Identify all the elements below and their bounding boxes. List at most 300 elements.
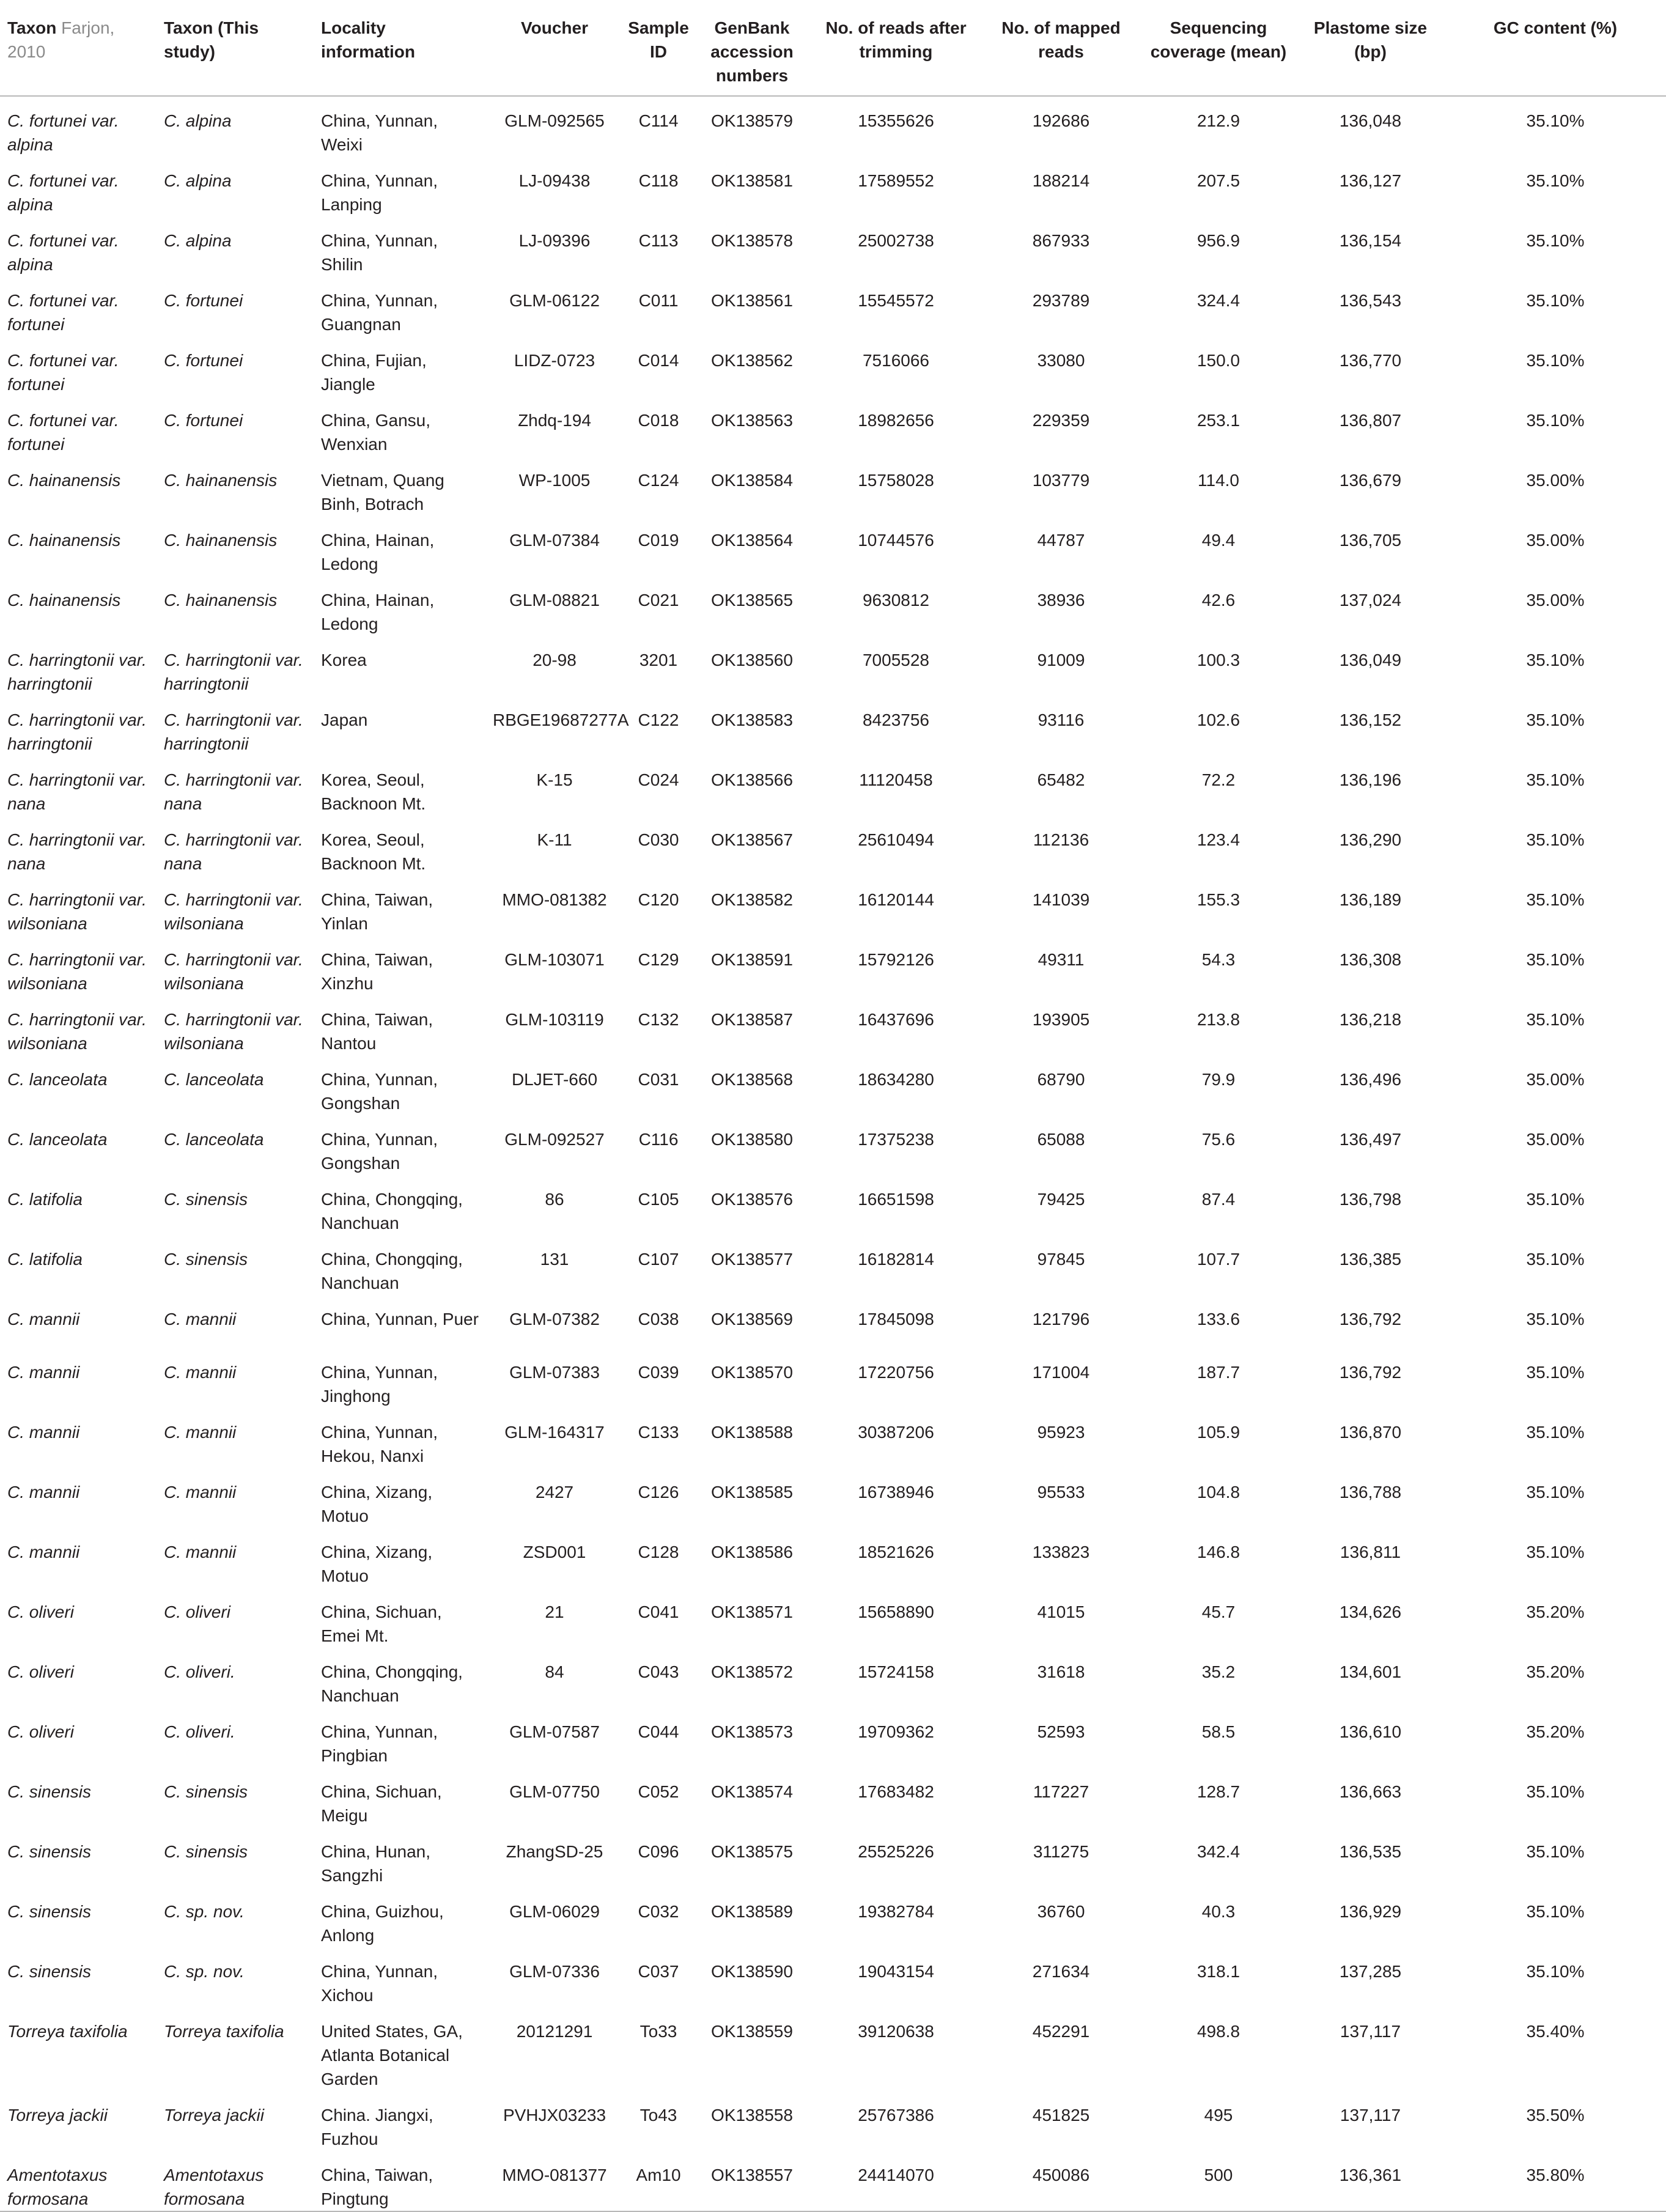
- table-row: [0, 1827, 1666, 1887]
- cell-genbank: OK138586: [711, 1543, 793, 1561]
- table-row: [0, 336, 1666, 396]
- cell-mapped-reads: 193905: [1032, 1010, 1090, 1029]
- table-row: [0, 516, 1666, 576]
- cell-genbank: OK138582: [711, 890, 793, 909]
- cell-voucher: MMO-081377: [502, 2166, 607, 2184]
- cell-reads-after-trimming: 25525226: [858, 1842, 934, 1861]
- cell-genbank: OK138558: [711, 2106, 793, 2125]
- cell-reads-after-trimming: 25767386: [858, 2106, 934, 2125]
- cell-plastome-size: 136,870: [1339, 1423, 1402, 1442]
- cell-taxon-this-study: Torreya jackii: [164, 2106, 264, 2125]
- cell-taxon-farjon: C. sinensis: [7, 1962, 91, 1981]
- cell-sample-id: C133: [638, 1423, 679, 1442]
- cell-locality: China, Fujian, Jiangle: [321, 351, 427, 394]
- table-row: [0, 756, 1666, 816]
- cell-taxon-this-study: C. harringtonii var. wilsoniana: [164, 950, 303, 993]
- cell-mapped-reads: 41015: [1037, 1602, 1085, 1621]
- cell-genbank: OK138557: [711, 2166, 793, 2184]
- cell-plastome-size: 137,117: [1340, 2022, 1401, 2041]
- cell-plastome-size: 136,152: [1339, 710, 1402, 729]
- cell-reads-after-trimming: 17375238: [858, 1130, 934, 1149]
- cell-reads-after-trimming: 7005528: [862, 651, 929, 669]
- cell-locality: China, Yunnan, Pingbian: [321, 1722, 438, 1765]
- cell-taxon-this-study: C. mannii: [164, 1363, 237, 1382]
- table-row: [0, 157, 1666, 216]
- cell-sequencing-coverage: 79.9: [1201, 1070, 1236, 1089]
- cell-plastome-size: 137,117: [1340, 2106, 1401, 2125]
- cell-reads-after-trimming: 18982656: [858, 411, 934, 430]
- cell-gc-content: 35.00%: [1526, 1070, 1585, 1089]
- cell-taxon-this-study: C. harringtonii var. wilsoniana: [164, 890, 303, 933]
- cell-mapped-reads: 65482: [1037, 770, 1085, 789]
- cell-voucher: 131: [540, 1250, 569, 1269]
- cell-plastome-size: 136,308: [1339, 950, 1402, 969]
- header-sample-id: Sample ID: [628, 18, 689, 61]
- cell-sequencing-coverage: 105.9: [1196, 1423, 1240, 1442]
- cell-plastome-size: 136,385: [1339, 1250, 1402, 1269]
- cell-voucher: 20121291: [516, 2022, 593, 2041]
- cell-gc-content: 35.10%: [1526, 171, 1585, 190]
- cell-sample-id: C044: [638, 1722, 679, 1741]
- cell-mapped-reads: 44787: [1037, 531, 1085, 550]
- cell-sequencing-coverage: 187.7: [1196, 1363, 1240, 1382]
- cell-gc-content: 35.10%: [1526, 1962, 1585, 1981]
- cell-sample-id: C096: [638, 1842, 679, 1861]
- table-row: [0, 1348, 1666, 1408]
- cell-genbank: OK138567: [711, 830, 793, 849]
- header-taxon-this-study: Taxon (This study): [164, 18, 259, 61]
- cell-reads-after-trimming: 15355626: [858, 111, 934, 130]
- cell-genbank: OK138587: [711, 1010, 793, 1029]
- cell-reads-after-trimming: 25002738: [858, 231, 934, 250]
- cell-taxon-this-study: C. sp. nov.: [164, 1902, 245, 1921]
- cell-mapped-reads: 97845: [1037, 1250, 1085, 1269]
- cell-sequencing-coverage: 104.8: [1196, 1483, 1240, 1502]
- cell-sample-id: C038: [638, 1310, 679, 1329]
- cell-reads-after-trimming: 9630812: [862, 591, 929, 610]
- cell-taxon-this-study: C. hainanensis: [164, 531, 278, 550]
- table-row: [0, 2007, 1666, 2091]
- cell-taxon-this-study: C. sinensis: [164, 1250, 248, 1269]
- cell-locality: Korea: [321, 651, 367, 669]
- cell-plastome-size: 136,770: [1339, 351, 1402, 370]
- cell-voucher: K-15: [536, 770, 573, 789]
- cell-voucher: GLM-06122: [509, 291, 600, 310]
- cell-locality: United States, GA, Atlanta Botanical Garden: [321, 2022, 463, 2088]
- cell-sequencing-coverage: 100.3: [1196, 651, 1240, 669]
- cell-sequencing-coverage: 213.8: [1196, 1010, 1240, 1029]
- cell-gc-content: 35.80%: [1526, 2166, 1585, 2184]
- cell-plastome-size: 137,024: [1339, 591, 1402, 610]
- cell-mapped-reads: 451825: [1032, 2106, 1090, 2125]
- cell-taxon-farjon: C. harringtonii var. nana: [7, 770, 147, 813]
- cell-voucher: GLM-07750: [509, 1782, 600, 1801]
- cell-voucher: GLM-07587: [509, 1722, 600, 1741]
- cell-locality: China, Xizang, Motuo: [321, 1483, 433, 1525]
- cell-taxon-this-study: C. sinensis: [164, 1190, 248, 1209]
- cell-voucher: GLM-07383: [509, 1363, 600, 1382]
- cell-voucher: WP-1005: [518, 471, 591, 490]
- farjon-reference-link[interactable]: Farjon, 2010: [7, 18, 115, 61]
- table-row: [0, 1947, 1666, 2007]
- cell-taxon-farjon: C. harringtonii var. nana: [7, 830, 147, 873]
- cell-taxon-farjon: C. lanceolata: [7, 1130, 108, 1149]
- cell-mapped-reads: 133823: [1032, 1543, 1090, 1561]
- cell-mapped-reads: 38936: [1037, 591, 1085, 610]
- cell-mapped-reads: 68790: [1037, 1070, 1085, 1089]
- cell-mapped-reads: 293789: [1032, 291, 1090, 310]
- cell-plastome-size: 136,705: [1339, 531, 1402, 550]
- cell-sequencing-coverage: 128.7: [1196, 1782, 1240, 1801]
- cell-sample-id: C132: [638, 1010, 679, 1029]
- cell-voucher: GLM-092527: [504, 1130, 605, 1149]
- cell-gc-content: 35.10%: [1526, 1363, 1585, 1382]
- cell-locality: China, Taiwan, Xinzhu: [321, 950, 433, 993]
- cell-locality: China, Taiwan, Nantou: [321, 1010, 433, 1053]
- cell-plastome-size: 136,807: [1339, 411, 1402, 430]
- cell-plastome-size: 136,049: [1339, 651, 1402, 669]
- cell-mapped-reads: 93116: [1038, 710, 1085, 729]
- cell-taxon-this-study: C. lanceolata: [164, 1070, 264, 1089]
- cell-taxon-farjon: C. fortunei var. alpina: [7, 231, 119, 274]
- cell-reads-after-trimming: 17845098: [858, 1310, 934, 1329]
- cell-gc-content: 35.10%: [1526, 651, 1585, 669]
- cell-sample-id: C118: [638, 171, 679, 190]
- cell-locality: China, Hunan, Sangzhi: [321, 1842, 431, 1885]
- cell-locality: China, Hainan, Ledong: [321, 531, 435, 573]
- cell-genbank: OK138585: [711, 1483, 793, 1502]
- cell-taxon-farjon: Amentotaxus formosana: [7, 2166, 108, 2208]
- cell-genbank: OK138571: [711, 1602, 793, 1621]
- cell-taxon-farjon: C. harringtonii var. harringtonii: [7, 710, 147, 753]
- table-row: [0, 1408, 1666, 1468]
- table-row: [0, 1588, 1666, 1648]
- cell-taxon-farjon: C. sinensis: [7, 1782, 91, 1801]
- cell-taxon-farjon: Torreya taxifolia: [7, 2022, 128, 2041]
- cell-genbank: OK138591: [711, 950, 793, 969]
- cell-mapped-reads: 141039: [1032, 890, 1090, 909]
- cell-sample-id: C114: [638, 111, 679, 130]
- cell-mapped-reads: 192686: [1032, 111, 1090, 130]
- cell-genbank: OK138574: [711, 1782, 793, 1801]
- cell-voucher: LIDZ-0723: [514, 351, 595, 370]
- cell-sequencing-coverage: 207.5: [1196, 171, 1240, 190]
- cell-mapped-reads: 95533: [1037, 1483, 1085, 1502]
- cell-gc-content: 35.10%: [1526, 1543, 1585, 1561]
- cell-gc-content: 35.20%: [1526, 1662, 1585, 1681]
- cell-sample-id: C107: [638, 1250, 679, 1269]
- cell-genbank: OK138572: [711, 1662, 793, 1681]
- cell-reads-after-trimming: 17683482: [858, 1782, 934, 1801]
- cell-mapped-reads: 188214: [1032, 171, 1090, 190]
- cell-locality: China, Taiwan, Pingtung: [321, 2166, 433, 2208]
- cell-reads-after-trimming: 15545572: [858, 291, 934, 310]
- cell-taxon-farjon: C. harringtonii var. harringtonii: [7, 651, 147, 693]
- cell-genbank: OK138576: [711, 1190, 793, 1209]
- cell-gc-content: 35.00%: [1526, 531, 1585, 550]
- cell-taxon-farjon: C. fortunei var. fortunei: [7, 411, 119, 454]
- cell-sample-id: C129: [638, 950, 679, 969]
- cell-taxon-farjon: C. oliveri: [7, 1602, 74, 1621]
- cell-sequencing-coverage: 102.6: [1196, 710, 1240, 729]
- header-mapped-reads: No. of mapped reads: [1001, 18, 1121, 61]
- cell-locality: Japan: [321, 710, 368, 729]
- cell-mapped-reads: 103779: [1032, 471, 1090, 490]
- cell-taxon-this-study: C. fortunei: [164, 411, 243, 430]
- cell-plastome-size: 136,361: [1339, 2166, 1402, 2184]
- cell-reads-after-trimming: 15792126: [858, 950, 934, 969]
- cell-locality: China, Yunnan, Gongshan: [321, 1070, 438, 1113]
- cell-plastome-size: 137,285: [1339, 1962, 1402, 1981]
- cell-genbank: OK138562: [711, 351, 793, 370]
- cell-taxon-farjon: C. fortunei var. alpina: [7, 111, 119, 154]
- table-row: [0, 396, 1666, 456]
- cell-taxon-this-study: C. mannii: [164, 1543, 237, 1561]
- cell-voucher: GLM-07384: [509, 531, 600, 550]
- cell-sample-id: C122: [638, 710, 679, 729]
- cell-mapped-reads: 452291: [1032, 2022, 1090, 2041]
- cell-voucher: Zhdq-194: [518, 411, 591, 430]
- cell-genbank: OK138561: [711, 291, 793, 310]
- cell-sample-id: C032: [638, 1902, 679, 1921]
- cell-taxon-this-study: C. oliveri.: [164, 1722, 235, 1741]
- cell-plastome-size: 136,811: [1340, 1543, 1401, 1561]
- cell-gc-content: 35.10%: [1526, 1250, 1585, 1269]
- cell-taxon-this-study: C. sinensis: [164, 1782, 248, 1801]
- cell-mapped-reads: 450086: [1032, 2166, 1090, 2184]
- cell-sample-id: C052: [638, 1782, 679, 1801]
- cell-reads-after-trimming: 16651598: [858, 1190, 934, 1209]
- cell-taxon-this-study: C. mannii: [164, 1483, 237, 1502]
- cell-locality: China, Xizang, Motuo: [321, 1543, 433, 1585]
- header-taxon-farjon: Taxon Farjon, 2010: [7, 18, 115, 61]
- cell-plastome-size: 136,792: [1339, 1310, 1402, 1329]
- cell-sample-id: 3201: [639, 651, 678, 669]
- cell-genbank: OK138575: [711, 1842, 793, 1861]
- cell-sample-id: C043: [638, 1662, 679, 1681]
- cell-sample-id: C030: [638, 830, 679, 849]
- cell-voucher: GLM-07382: [509, 1310, 600, 1329]
- table-row: [0, 96, 1666, 157]
- cell-voucher: LJ-09396: [518, 231, 591, 250]
- cell-sample-id: C126: [638, 1483, 679, 1502]
- cell-locality: Korea, Seoul, Backnoon Mt.: [321, 830, 426, 873]
- cell-taxon-farjon: C. hainanensis: [7, 531, 121, 550]
- table-row: [0, 1175, 1666, 1235]
- cell-taxon-this-study: C. oliveri: [164, 1602, 230, 1621]
- cell-locality: China, Chongqing, Nanchuan: [321, 1250, 463, 1292]
- cell-sequencing-coverage: 253.1: [1196, 411, 1240, 430]
- cell-plastome-size: 134,626: [1339, 1602, 1402, 1621]
- cell-gc-content: 35.10%: [1526, 1423, 1585, 1442]
- cell-taxon-this-study: C. harringtonii var. nana: [164, 830, 303, 873]
- cell-gc-content: 35.00%: [1526, 1130, 1585, 1149]
- cell-taxon-this-study: C. alpina: [164, 111, 232, 130]
- table-row: [0, 1648, 1666, 1708]
- cell-reads-after-trimming: 17220756: [858, 1363, 934, 1382]
- cell-taxon-farjon: C. lanceolata: [7, 1070, 108, 1089]
- cell-sample-id: C011: [638, 291, 679, 310]
- cell-reads-after-trimming: 10744576: [858, 531, 934, 550]
- cell-sample-id: C128: [638, 1543, 679, 1561]
- cell-sequencing-coverage: 58.5: [1201, 1722, 1236, 1741]
- cell-sequencing-coverage: 133.6: [1196, 1310, 1240, 1329]
- cell-taxon-this-study: C. fortunei: [164, 291, 243, 310]
- cell-sample-id: To43: [639, 2106, 677, 2125]
- cell-mapped-reads: 52593: [1037, 1722, 1085, 1741]
- cell-genbank: OK138581: [711, 171, 793, 190]
- cell-taxon-farjon: C. oliveri: [7, 1722, 74, 1741]
- cell-reads-after-trimming: 7516066: [862, 351, 929, 370]
- cell-sequencing-coverage: 155.3: [1196, 890, 1240, 909]
- table-row: [0, 636, 1666, 696]
- cell-taxon-farjon: C. latifolia: [7, 1190, 83, 1209]
- cell-voucher: ZSD001: [523, 1543, 586, 1561]
- cell-plastome-size: 136,189: [1339, 890, 1402, 909]
- cell-gc-content: 35.50%: [1526, 2106, 1585, 2125]
- cell-genbank: OK138563: [711, 411, 793, 430]
- cell-plastome-size: 136,788: [1339, 1483, 1402, 1502]
- cell-sample-id: C039: [638, 1363, 679, 1382]
- cell-locality: China, Yunnan, Weixi: [321, 111, 438, 154]
- cell-sample-id: C031: [638, 1070, 679, 1089]
- cell-voucher: RBGE19687277A: [493, 710, 629, 729]
- cell-sequencing-coverage: 114.0: [1198, 471, 1239, 490]
- cell-gc-content: 35.00%: [1526, 591, 1585, 610]
- cell-reads-after-trimming: 11120458: [859, 770, 933, 789]
- cell-plastome-size: 136,127: [1339, 171, 1402, 190]
- header-reads-after-trimming: No. of reads after trimming: [825, 18, 967, 61]
- cell-taxon-farjon: C. mannii: [7, 1363, 80, 1382]
- cell-gc-content: 35.10%: [1526, 411, 1585, 430]
- header-plastome-size: Plastome size (bp): [1313, 18, 1428, 61]
- cell-mapped-reads: 95923: [1037, 1423, 1085, 1442]
- cell-locality: China. Jiangxi, Fuzhou: [321, 2106, 433, 2148]
- cell-voucher: GLM-092565: [504, 111, 605, 130]
- cell-reads-after-trimming: 19382784: [858, 1902, 934, 1921]
- cell-sequencing-coverage: 498.8: [1196, 2022, 1240, 2041]
- cell-mapped-reads: 65088: [1037, 1130, 1085, 1149]
- cell-voucher: GLM-08821: [509, 591, 600, 610]
- cell-sample-id: C019: [638, 531, 679, 550]
- cell-taxon-this-study: C. harringtonii var. nana: [164, 770, 303, 813]
- table-row: [0, 216, 1666, 276]
- cell-genbank: OK138577: [711, 1250, 793, 1269]
- table-row: [0, 1528, 1666, 1588]
- cell-gc-content: 35.10%: [1526, 770, 1585, 789]
- cell-taxon-this-study: C. mannii: [164, 1310, 237, 1329]
- cell-plastome-size: 136,048: [1339, 111, 1402, 130]
- cell-reads-after-trimming: 15724158: [858, 1662, 934, 1681]
- header-genbank: GenBank accession numbers: [710, 18, 794, 85]
- table-row: [0, 816, 1666, 876]
- cell-mapped-reads: 31618: [1037, 1662, 1085, 1681]
- cell-locality: China, Yunnan, Shilin: [321, 231, 438, 274]
- cell-voucher: GLM-103119: [505, 1010, 604, 1029]
- table-row: [0, 935, 1666, 995]
- cell-locality: China, Yunnan, Jinghong: [321, 1363, 438, 1406]
- cell-taxon-this-study: C. harringtonii var. harringtonii: [164, 651, 303, 693]
- cell-taxon-farjon: C. harringtonii var. wilsoniana: [7, 890, 147, 933]
- cell-sample-id: C105: [638, 1190, 679, 1209]
- cell-locality: China, Yunnan, Gongshan: [321, 1130, 438, 1173]
- cell-taxon-farjon: C. fortunei var. alpina: [7, 171, 119, 214]
- cell-locality: China, Yunnan, Puer: [321, 1310, 479, 1329]
- cell-gc-content: 35.10%: [1526, 231, 1585, 250]
- cell-genbank: OK138569: [711, 1310, 793, 1329]
- cell-taxon-this-study: C. sinensis: [164, 1842, 248, 1861]
- cell-genbank: OK138578: [711, 231, 793, 250]
- cell-genbank: OK138560: [711, 651, 793, 669]
- cell-plastome-size: 136,154: [1339, 231, 1402, 250]
- cell-taxon-farjon: C. fortunei var. fortunei: [7, 291, 119, 334]
- header-sequencing-coverage: Sequencing coverage (mean): [1150, 18, 1287, 61]
- cell-locality: China, Chongqing, Nanchuan: [321, 1662, 463, 1705]
- cell-taxon-this-study: C. harringtonii var. harringtonii: [164, 710, 303, 753]
- table-row: [0, 1295, 1666, 1348]
- cell-reads-after-trimming: 16738946: [858, 1483, 934, 1502]
- cell-voucher: PVHJX03233: [503, 2106, 606, 2125]
- cell-plastome-size: 136,497: [1339, 1130, 1402, 1149]
- cell-reads-after-trimming: 16120144: [858, 890, 934, 909]
- cell-voucher: GLM-06029: [509, 1902, 600, 1921]
- cell-sequencing-coverage: 54.3: [1201, 950, 1236, 969]
- cell-genbank: OK138565: [711, 591, 793, 610]
- cell-locality: Korea, Seoul, Backnoon Mt.: [321, 770, 426, 813]
- table-row: [0, 1887, 1666, 1947]
- cell-reads-after-trimming: 39120638: [858, 2022, 934, 2041]
- table-row: [0, 1115, 1666, 1175]
- cell-reads-after-trimming: 19709362: [858, 1722, 934, 1741]
- cell-genbank: OK138583: [711, 710, 793, 729]
- cell-voucher: DLJET-660: [511, 1070, 598, 1089]
- cell-sequencing-coverage: 500: [1204, 2166, 1233, 2184]
- cell-locality: China, Guizhou, Anlong: [321, 1902, 444, 1945]
- cell-voucher: MMO-081382: [502, 890, 607, 909]
- cell-sequencing-coverage: 107.7: [1196, 1250, 1240, 1269]
- cell-locality: China, Yunnan, Xichou: [321, 1962, 438, 2005]
- cell-gc-content: 35.10%: [1526, 1902, 1585, 1921]
- cell-locality: China, Yunnan, Lanping: [321, 171, 438, 214]
- cell-genbank: OK138589: [711, 1902, 793, 1921]
- cell-plastome-size: 136,543: [1339, 291, 1402, 310]
- cell-genbank: OK138584: [711, 471, 793, 490]
- cell-taxon-this-study: C. alpina: [164, 171, 232, 190]
- cell-voucher: GLM-07336: [509, 1962, 600, 1981]
- cell-reads-after-trimming: 18521626: [858, 1543, 934, 1561]
- cell-gc-content: 35.10%: [1526, 1190, 1585, 1209]
- table-header-row: [0, 0, 1666, 96]
- cell-mapped-reads: 867933: [1032, 231, 1090, 250]
- cell-plastome-size: 136,792: [1339, 1363, 1402, 1382]
- cell-plastome-size: 134,601: [1339, 1662, 1402, 1681]
- cell-sample-id: C041: [638, 1602, 679, 1621]
- cell-taxon-farjon: C. sinensis: [7, 1902, 91, 1921]
- cell-sequencing-coverage: 956.9: [1196, 231, 1240, 250]
- cell-taxon-this-study: C. sp. nov.: [164, 1962, 245, 1981]
- table-row: [0, 2151, 1666, 2211]
- cell-genbank: OK138559: [711, 2022, 793, 2041]
- cell-gc-content: 35.20%: [1526, 1602, 1585, 1621]
- cell-locality: Vietnam, Quang Binh, Botrach: [321, 471, 444, 514]
- cell-mapped-reads: 117227: [1033, 1782, 1089, 1801]
- cell-mapped-reads: 36760: [1037, 1902, 1085, 1921]
- cell-sample-id: C124: [638, 471, 679, 490]
- cell-sample-id: C021: [638, 591, 679, 610]
- table-row: [0, 576, 1666, 636]
- cell-locality: China, Chongqing, Nanchuan: [321, 1190, 463, 1233]
- cell-plastome-size: 136,535: [1339, 1842, 1402, 1861]
